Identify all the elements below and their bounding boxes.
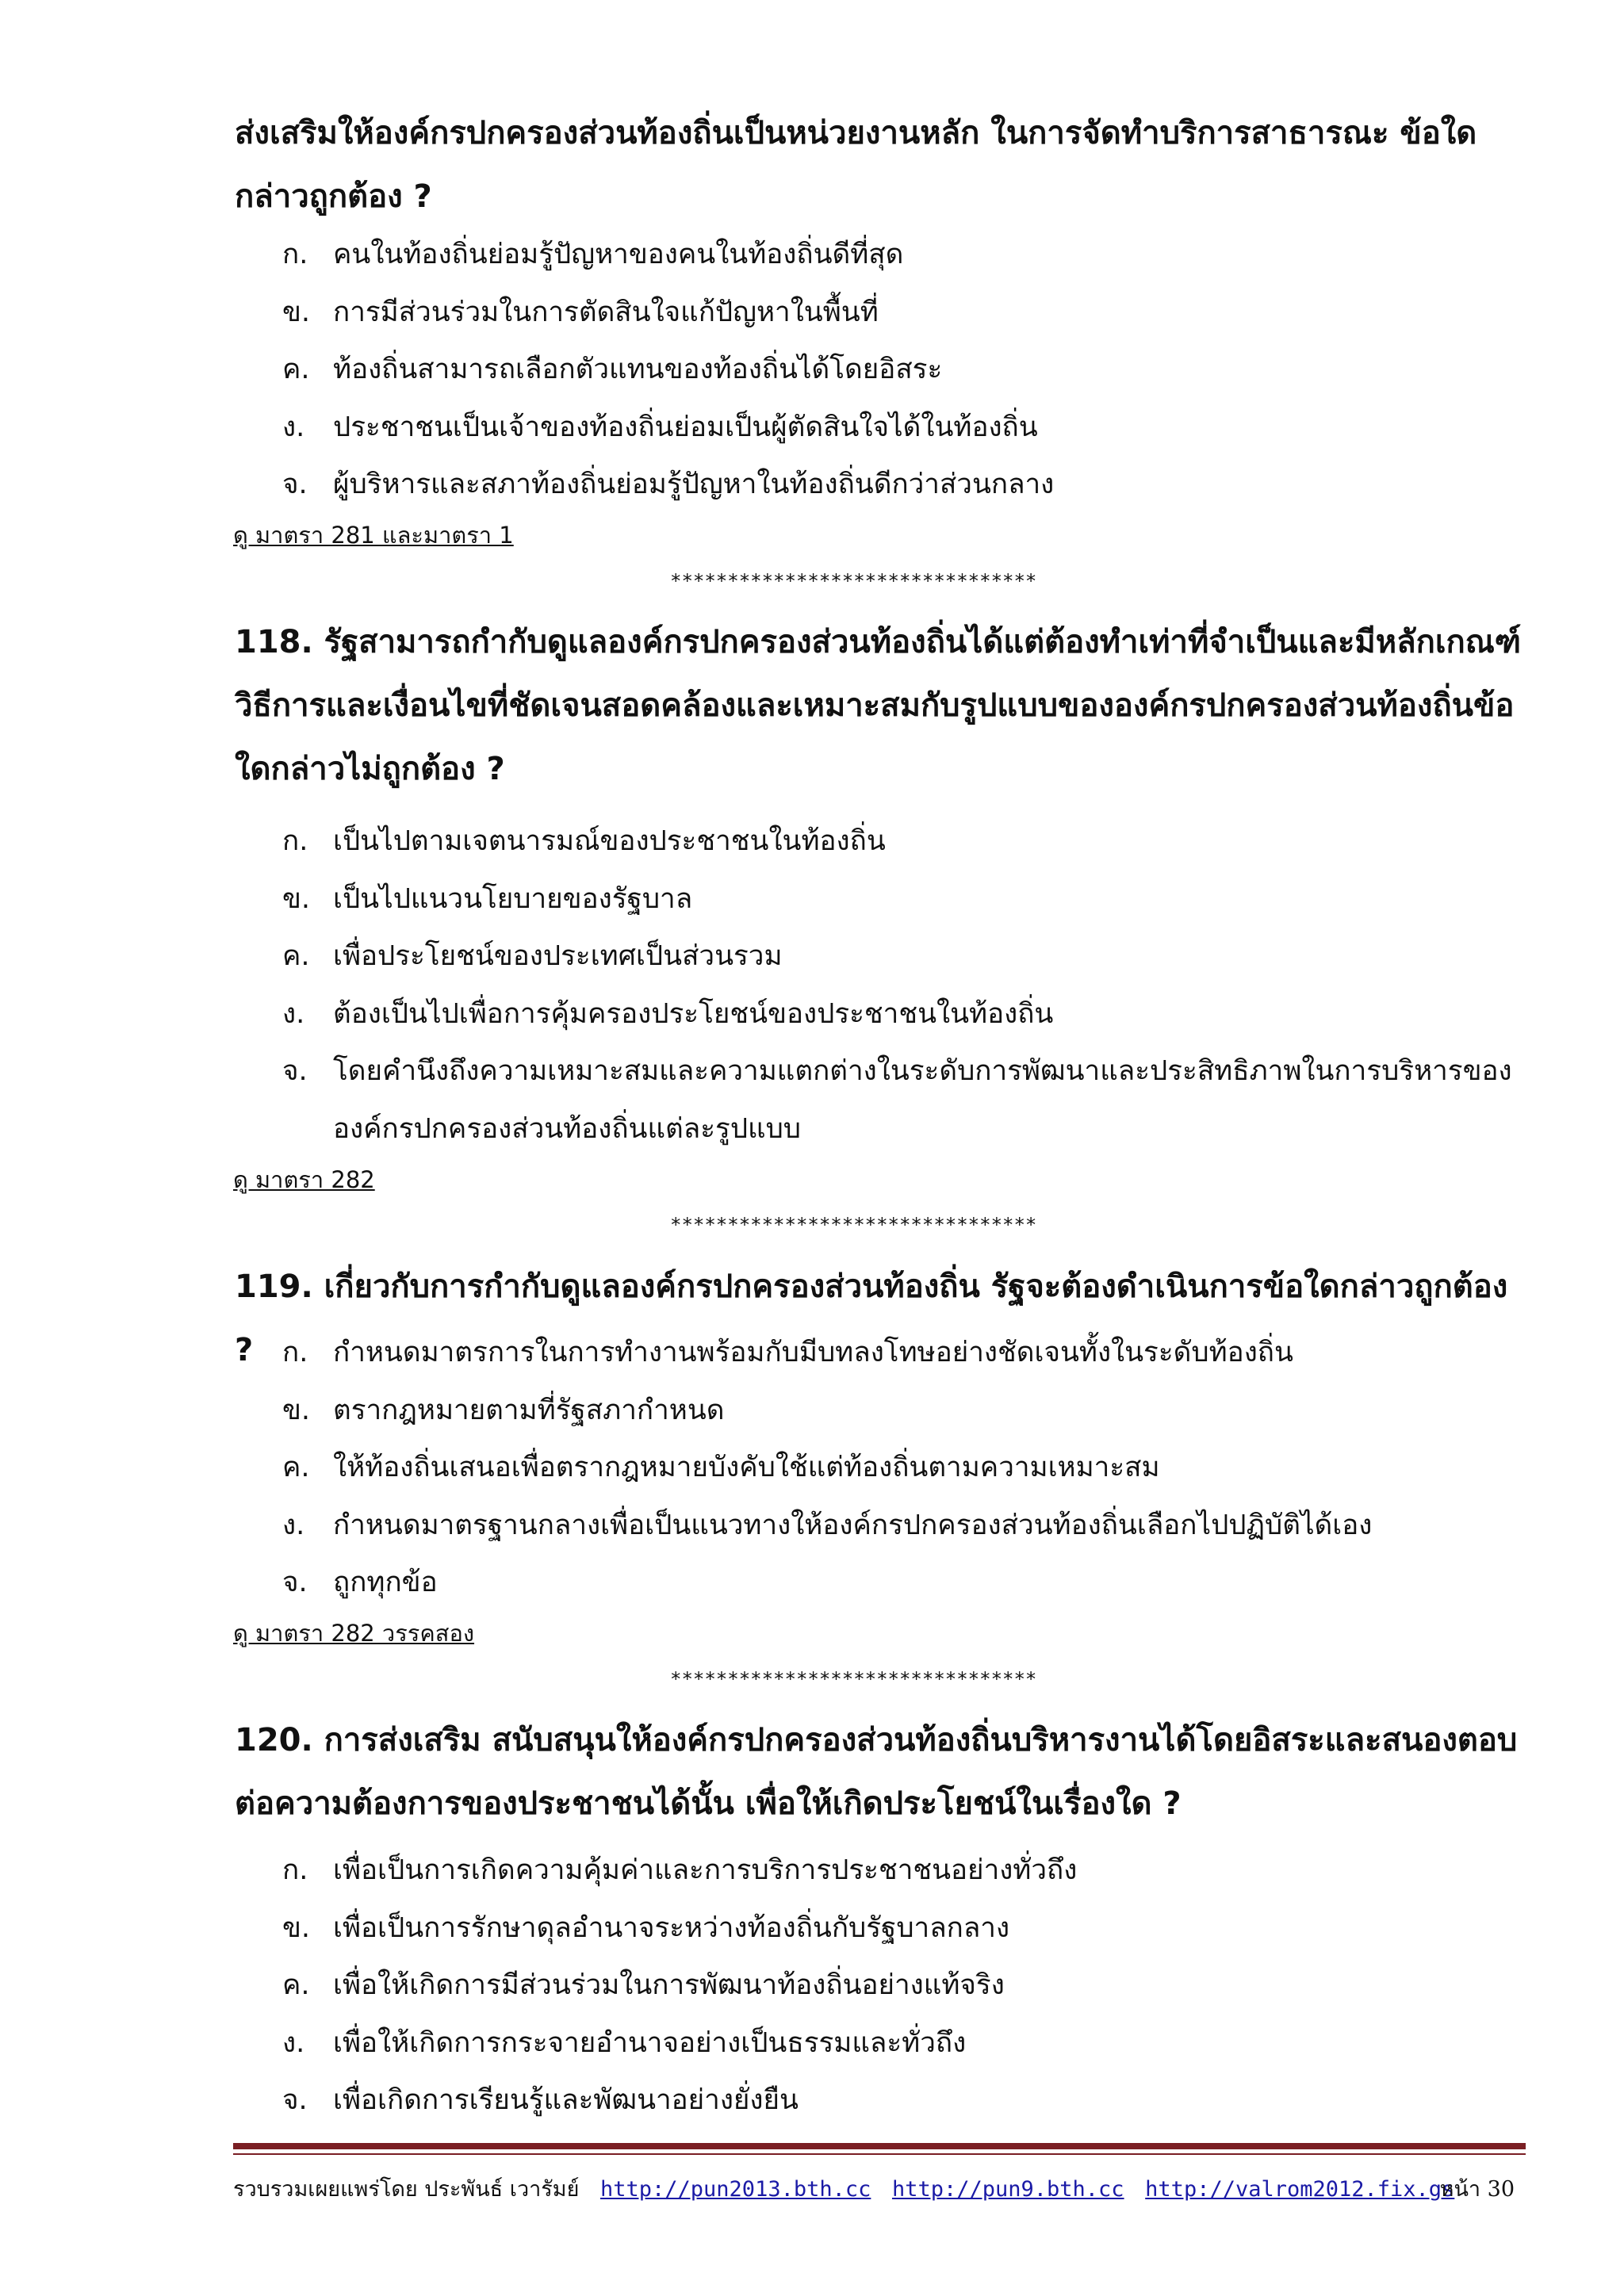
option-label: ง. — [282, 997, 305, 1030]
question-119-text: 119. เกี่ยวกับการกำกับดูแลองค์กรปกครองส่วนท้องถิ่น รัฐจะต้องดำเนินการข้อใดกล่าวถูกต้อง ? — [235, 1269, 1508, 1368]
separator: ******************************** — [670, 1214, 1037, 1236]
option-item — [282, 871, 1527, 928]
option-text: คนในท้องถิ่นย่อมรู้ปัญหาของคนในท้องถิ่นดีที่สุด — [333, 239, 904, 270]
option-text: เป็นไปตามเจตนารมณ์ของประชาชนในท้องถิ่น — [333, 825, 886, 857]
question-118-text: 118. รัฐสามารถกำกับดูแลองค์กรปกครองส่วนท้องถิ่นได้แต่ต้องทำเท่าที่จำเป็นและมีหลักเกณฑ์วิธีการและเงื่อนไขที่ชัดเจนสอดคล้องและเหมาะสมกับรูปแบบขององค์กรปกครองส่วนท้องถิ่นข้อใดกล่าวไม่ถูกต้อง ? — [235, 624, 1522, 787]
footer-rule-thin — [233, 2153, 1526, 2155]
option-item — [282, 1043, 1527, 1158]
option-label: จ. — [282, 469, 308, 500]
option-label: ค. — [282, 940, 310, 972]
reference-note: ดู มาตรา 282 — [233, 1166, 375, 1193]
option-item — [282, 985, 1527, 1043]
option-label: ค. — [282, 1969, 310, 2001]
option-item — [282, 1554, 1527, 1612]
question-120-text: 120. การส่งเสริม สนับสนุนให้องค์กรปกครองส่วนท้องถิ่นบริหารงานได้โดยอิสระและสนองตอบต่อความต้องการของประชาชนได้นั้น เพื่อให้เกิดประโยชน์ในเรื่องใด ? — [235, 1722, 1518, 1822]
option-label: ค. — [282, 354, 310, 385]
option-item — [282, 1382, 1527, 1440]
option-label: ข. — [282, 882, 311, 915]
option-label: ง. — [282, 1509, 305, 1541]
option-label: จ. — [282, 1567, 308, 1598]
footer-link-pun9[interactable]: http://pun9.bth.cc — [891, 2177, 1124, 2202]
option-label: ข. — [282, 1394, 311, 1426]
option-text: ถูกทุกข้อ — [333, 1567, 438, 1598]
option-item — [282, 226, 1527, 284]
option-label: ก. — [282, 825, 308, 857]
option-item — [282, 1957, 1527, 2015]
option-text: เพื่อให้เกิดการกระจายอำนาจอย่างเป็นธรรมและทั่วถึง — [333, 2026, 967, 2059]
option-item — [282, 1439, 1527, 1497]
option-text: ให้ท้องถิ่นเสนอเพื่อตรากฎหมายบังคับใช้แต่ท้องถิ่นตามความเหมาะสม — [333, 1452, 1160, 1483]
option-item — [282, 1842, 1527, 1900]
option-text: เพื่อเป็นการเกิดความคุ้มค่าและการบริการประชาชนอย่างทั่วถึง — [333, 1854, 1078, 1886]
option-text: เพื่อให้เกิดการมีส่วนร่วมในการพัฒนาท้องถิ่นอย่างแท้จริง — [333, 1969, 1005, 2001]
option-item — [282, 813, 1527, 871]
option-text: เป็นไปแนวนโยบายของรัฐบาล — [333, 882, 693, 915]
option-item — [282, 1324, 1527, 1382]
option-item — [282, 2072, 1527, 2130]
option-label: ง. — [282, 2026, 305, 2059]
option-label: ข. — [282, 1911, 311, 1944]
option-text: กำหนดมาตรการในการทำงานพร้อมกับมีบทลงโทษอย่างชัดเจนทั้งในระดับท้องถิ่น — [333, 1337, 1293, 1368]
option-text: เพื่อประโยชน์ของประเทศเป็นส่วนรวม — [333, 940, 783, 972]
option-label: ค. — [282, 1452, 310, 1483]
question-118-options — [282, 813, 1527, 1158]
question-119-options — [282, 1324, 1527, 1612]
separator: ******************************** — [670, 1668, 1037, 1690]
option-text: เพื่อเกิดการเรียนรู้และพัฒนาอย่างยั่งยืน — [333, 2084, 799, 2116]
question-120-options — [282, 1842, 1527, 2130]
option-item — [282, 341, 1527, 399]
option-item — [282, 456, 1527, 514]
footer-credit: รวบรวมเผยแพร่โดย ประพันธ์ เวารัมย์ — [233, 2177, 580, 2202]
option-item — [282, 1900, 1527, 1957]
separator: ******************************** — [670, 570, 1037, 592]
option-text: ประชาชนเป็นเจ้าของท้องถิ่นย่อมเป็นผู้ตัดสินใจได้ในท้องถิ่น — [333, 411, 1038, 443]
option-text: ผู้บริหารและสภาท้องถิ่นย่อมรู้ปัญหาในท้องถิ่นดีกว่าส่วนกลาง — [333, 469, 1055, 500]
option-text: โดยคำนึงถึงความเหมาะสมและความแตกต่างในระดับการพัฒนาและประสิทธิภาพในการบริหารขององค์กรปกครองส่วนท้องถิ่นแต่ละรูปแบบ — [333, 1055, 1512, 1145]
footer-rule-thick — [233, 2143, 1526, 2149]
option-label: จ. — [282, 1055, 308, 1087]
footer-link-pun2013[interactable]: http://pun2013.bth.cc — [600, 2177, 871, 2202]
reference-note: ดู มาตรา 281 และมาตรา 1 — [233, 522, 514, 549]
option-text: ต้องเป็นไปเพื่อการคุ้มครองประโยชน์ของประชาชนในท้องถิ่น — [333, 997, 1054, 1030]
option-label: จ. — [282, 2084, 308, 2116]
option-text: การมีส่วนร่วมในการตัดสินใจแก้ปัญหาในพื้นที่ — [333, 296, 879, 328]
option-item — [282, 284, 1527, 342]
option-text: เพื่อเป็นการรักษาดุลอำนาจระหว่างท้องถิ่นกับรัฐบาลกลาง — [333, 1911, 1010, 1944]
option-label: ข. — [282, 296, 311, 328]
question-117-options — [282, 226, 1527, 514]
option-item — [282, 1497, 1527, 1555]
option-label: ก. — [282, 239, 308, 270]
option-item — [282, 399, 1527, 457]
question-117-text: ส่งเสริมให้องค์กรปกครองส่วนท้องถิ่นเป็นหน่วยงานหลัก ในการจัดทำบริการสาธารณะ ข้อใดกล่าวถูกต้อง ? — [235, 115, 1477, 215]
option-label: ก. — [282, 1854, 308, 1886]
option-label: ก. — [282, 1337, 308, 1368]
option-text: ตรากฎหมายตามที่รัฐสภากำหนด — [333, 1394, 725, 1426]
page-number: หน้า 30 — [1439, 2177, 1515, 2202]
footer — [233, 2172, 1526, 2207]
option-label: ง. — [282, 411, 305, 443]
footer-link-valrom2012[interactable]: http://valrom2012.fix.gs — [1145, 2177, 1455, 2202]
option-text: ท้องถิ่นสามารถเลือกตัวแทนของท้องถิ่นได้โดยอิสระ — [333, 354, 943, 385]
option-text: กำหนดมาตรฐานกลางเพื่อเป็นแนวทางให้องค์กรปกครองส่วนท้องถิ่นเลือกไปปฏิบัติได้เอง — [333, 1509, 1373, 1541]
reference-note: ดู มาตรา 282 วรรคสอง — [233, 1620, 475, 1647]
option-item — [282, 2015, 1527, 2072]
option-item — [282, 928, 1527, 985]
